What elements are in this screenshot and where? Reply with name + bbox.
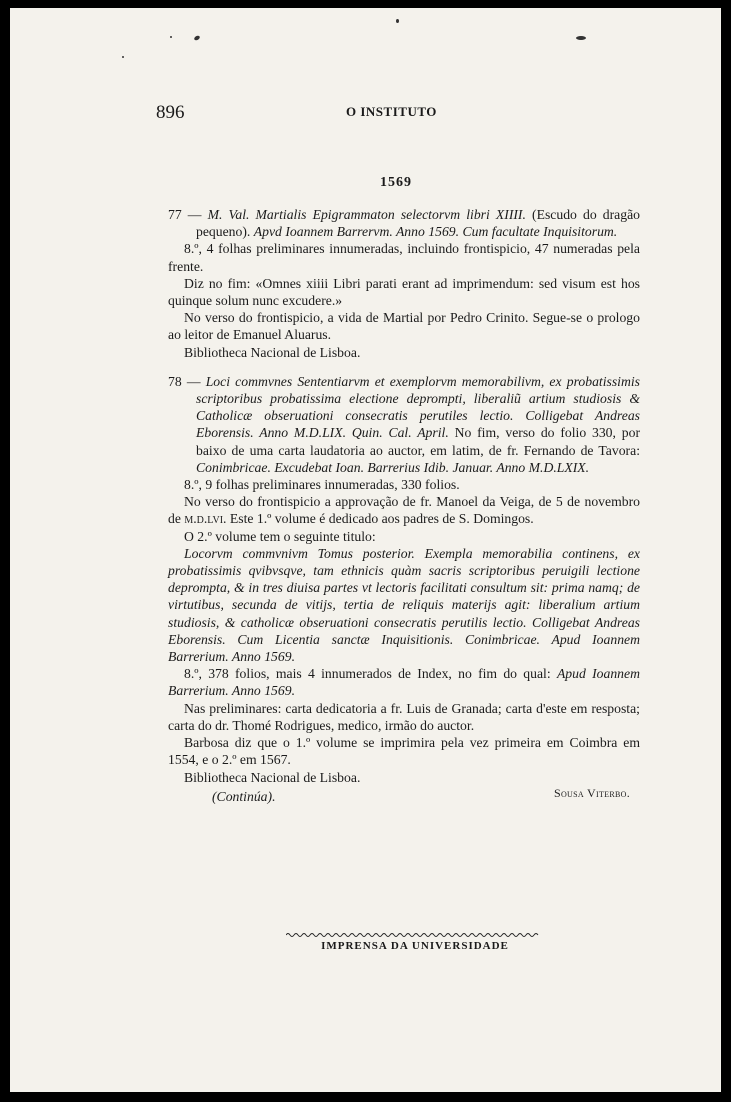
entry-77-heading — [168, 206, 640, 240]
ink-speck — [193, 35, 200, 41]
text-span: No verso do frontispicio a approvação de fr. Manoel da Veiga, de 5 de novembro de — [168, 494, 640, 527]
ink-speck — [170, 36, 172, 38]
entry-description: (Escudo do dragão pequeno). — [196, 207, 641, 240]
document-page — [10, 8, 721, 1092]
closing-line — [168, 785, 640, 808]
second-volume-title: Locorvm commvnivm Tomus posterior. Exempla memorabilia continens, ex probatissimis qvibvsqve, tam ethnicis quàm sacris scriptoribus peruigili lectione deprompta, & in tres diuisa partes vt lectoris facilitati consultum sit: prima namq; de virtutibus, secunda de vitijs, tertia de reliquis materijs agit: liberalium artium studiosis, & catholicæ obseruationi consecratis perutilis lectio. Colligebat Andreas Eborensis. Cum Licentia sanctæ Inquisitionis. Conimbricae. Apud Ioannem Barrerium. Anno 1569. — [168, 545, 640, 665]
paragraph — [168, 493, 640, 527]
author-signature: Sousa Viterbo. — [554, 785, 630, 800]
text-span: . Este 1.º volume é dedicado aos padres de S. Domingos. — [223, 511, 534, 527]
entry-78-heading — [168, 373, 640, 476]
spacer — [168, 361, 640, 373]
entry-imprint: Apvd Ioannem Barrervm. Anno 1569. Cum facultate Inquisitorum. — [253, 224, 618, 240]
paragraph: Barbosa diz que o 1.º volume se imprimira pela vez primeira em Coimbra em 1554, e o 2.º em 1567. — [168, 735, 640, 768]
text-span-italic: Apud Ioannem Barrerium. Anno 1569. — [168, 666, 640, 699]
entry-colophon: Conimbricae. Excudebat Ioan. Barrerius Idib. Januar. Anno M.D.LXIX. — [196, 459, 590, 475]
paragraph: No verso do frontispicio, a vida de Martial por Pedro Crinito. Segue-se o prologo ao leitor de Emanuel Aluarus. — [168, 310, 640, 343]
paragraph: Nas preliminares: carta dedicatoria a fr. Luis de Granada; carta d'este em resposta; carta do dr. Thomé Rodrigues, medico, irmão do auctor. — [168, 700, 640, 733]
text-span: 8.º, 378 folios, mais 4 innumerados de Index, no fim do qual: — [184, 666, 557, 682]
paragraph: Bibliotheca Nacional de Lisboa. — [184, 769, 361, 785]
continued-note: (Continúa). — [212, 788, 276, 804]
entry-title: Loci commvnes Sententiarvm et exemplorvm memorabilivm, ex probatissimis scriptoribus probatissima electione deprompti, liberaliũ artium studiosis & Catholicæ obseruationi consecratis perutiles lectio. Colligebat Andreas Eborensis. Anno M.D.LIX. Quin. Cal. April. — [196, 373, 640, 441]
entry-number: 77 — — [168, 207, 208, 222]
running-title: O INSTITUTO — [346, 104, 437, 119]
section-year: 1569 — [380, 175, 412, 190]
paragraph — [168, 665, 640, 699]
wavy-rule — [286, 932, 540, 938]
entry-number: 78 — — [168, 373, 206, 389]
paragraph: Diz no fim: «Omnes xiiii Libri parati erant ad imprimendum: sed visum est hos quinque solum nunc excudere.» — [168, 275, 640, 309]
ink-speck — [396, 19, 399, 23]
date-small-caps: m.d.lvi — [184, 511, 224, 527]
entry-title: M. Val. Martialis Epigrammaton selectorvm libri XIIII. — [207, 207, 526, 222]
paragraph: 8.º, 9 folhas preliminares innumeradas, 330 folios. — [184, 477, 460, 493]
paragraph: Bibliotheca Nacional de Lisboa. — [184, 344, 361, 360]
printer-imprint: IMPRENSA DA UNIVERSIDADE — [321, 940, 509, 952]
paragraph: 8.º, 4 folhas preliminares innumeradas, incluindo frontispicio, 47 numeradas pela frente. — [168, 241, 640, 274]
paragraph: O 2.º volume tem o seguinte titulo: — [184, 528, 376, 544]
ink-speck — [576, 36, 586, 40]
body-text — [168, 206, 640, 808]
ink-speck — [122, 56, 124, 58]
page-number: 896 — [156, 102, 185, 123]
entry-description: No fim, verso do folio 330, por baixo de uma carta laudatoria ao auctor, em latim, de fr. Fernando de Tavora: — [196, 425, 640, 458]
